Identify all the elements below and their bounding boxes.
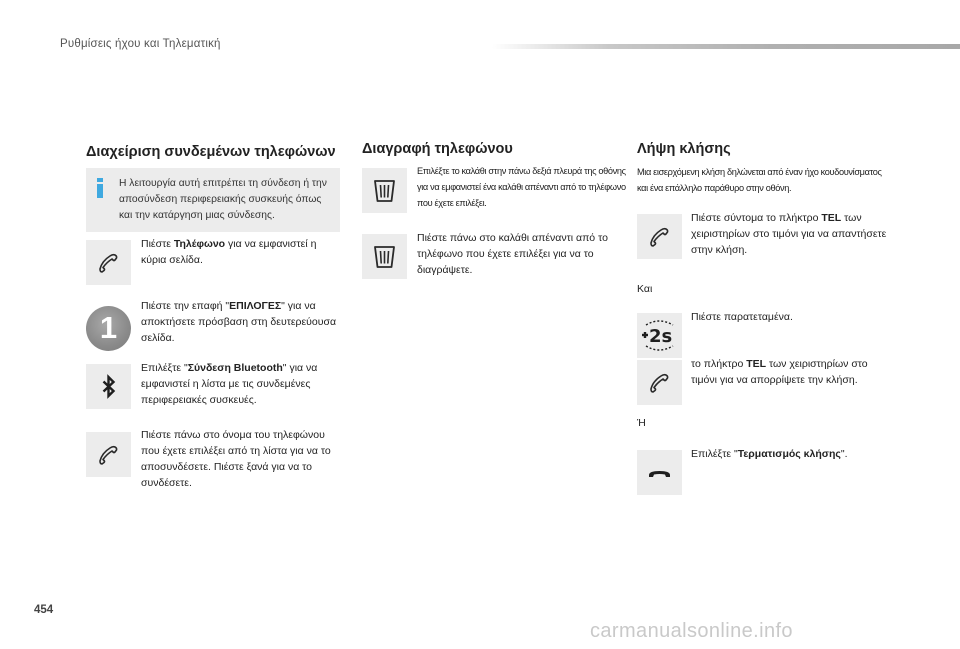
step-bluetooth: Επιλέξτε "Σύνδεση Bluetooth" για να εμφανιστεί η λίστα με τις συνδεμένες περιφερειακές συσκευές. bbox=[141, 362, 318, 406]
watermark: carmanualsonline.info bbox=[590, 620, 793, 642]
step-long-press: Πιέστε παρατεταμένα. bbox=[691, 311, 793, 323]
or-label: Ή bbox=[637, 417, 646, 429]
svg-text:2s: 2s bbox=[649, 326, 673, 347]
trash-bin-icon bbox=[362, 168, 407, 213]
step-number-badge: 1 bbox=[86, 306, 131, 351]
section-title-receive-call: Λήψη κλήσης bbox=[637, 141, 731, 157]
phone-handset-icon bbox=[637, 214, 682, 259]
phone-handset-icon bbox=[637, 360, 682, 405]
step-select-bin: Επιλέξτε το καλάθι στην πάνω δεξιά πλευρά της οθόνης για να εμφανιστεί ένα καλάθι απέναντι από το τηλέφωνο που έχετε επιλέξει. bbox=[417, 166, 626, 208]
info-icon bbox=[96, 178, 104, 198]
hang-up-icon bbox=[637, 450, 682, 495]
info-box bbox=[86, 168, 340, 232]
step-disconnect: Πιέστε πάνω στο όνομα του τηλεφώνου που έχετε επιλέξει από τη λίστα για να το αποσυνδέσετε. Πιέστε ξανά για να το συνδέσετε. bbox=[141, 429, 331, 489]
header-divider bbox=[492, 44, 960, 49]
phone-handset-icon bbox=[86, 240, 131, 285]
phone-handset-icon bbox=[86, 432, 131, 477]
receive-call-intro: Μια εισερχόμενη κλήση δηλώνεται από έναν ήχο κουδουνίσματος και ένα επάλληλο παράθυρο στην οθόνη. bbox=[637, 167, 882, 193]
step-reject-call: το πλήκτρο TEL των χειριστηρίων στο τιμόνι για να απορρίψετε την κλήση. bbox=[691, 358, 868, 386]
step-options: Πιέστε την επαφή "ΕΠΙΛΟΓΕΣ" για να αποκτήσετε πρόσβαση στη δευτερεύουσα σελίδα. bbox=[141, 300, 337, 344]
header-title: Ρυθμίσεις ήχου και Τηλεματική bbox=[60, 38, 221, 50]
step-end-call: Επιλέξτε "Τερματισμός κλήσης". bbox=[691, 448, 848, 460]
section-title-delete-phone: Διαγραφή τηλεφώνου bbox=[362, 141, 513, 157]
step-phone-menu: Πιέστε Τηλέφωνο για να εμφανιστεί η κύρια σελίδα. bbox=[141, 238, 317, 266]
two-seconds-icon bbox=[637, 313, 682, 358]
step-delete-phone: Πιέστε πάνω στο καλάθι απέναντι από το τηλέφωνο που έχετε επιλέξει για να το διαγράψετε. bbox=[417, 232, 608, 276]
info-text: Η λειτουργία αυτή επιτρέπει τη σύνδεση ή την αποσύνδεση περιφερειακής συσκευής όπως και την κατάργηση μιας σύνδεσης. bbox=[119, 178, 327, 221]
step-answer-call: Πιέστε σύντομα το πλήκτρο TEL των χειριστηρίων στο τιμόνι για να απαντήσετε στην κλήση. bbox=[691, 212, 887, 256]
trash-bin-icon bbox=[362, 234, 407, 279]
and-label: Και bbox=[637, 283, 653, 295]
section-title-manage-phones: Διαχείριση συνδεμένων τηλεφώνων bbox=[86, 144, 336, 160]
page-number: 454 bbox=[34, 604, 54, 616]
bluetooth-icon bbox=[86, 364, 131, 409]
